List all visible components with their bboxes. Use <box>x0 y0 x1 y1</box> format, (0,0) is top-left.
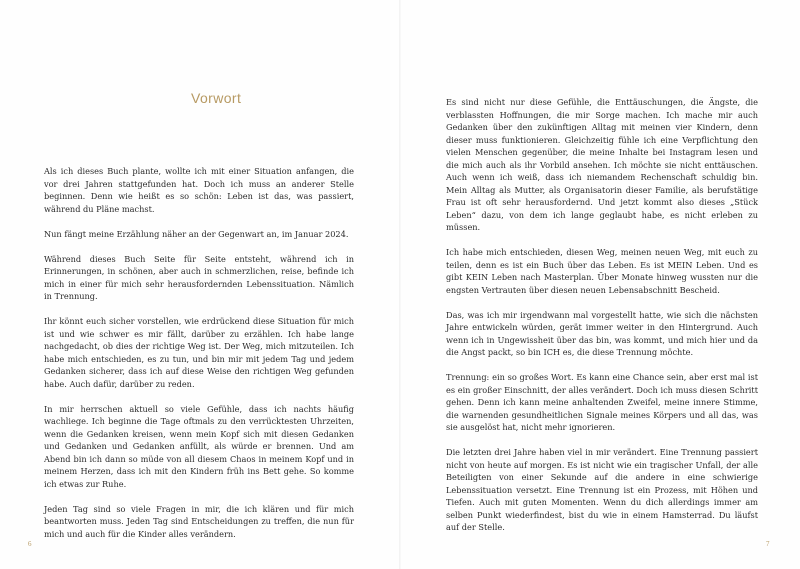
left-page-body <box>44 165 354 553</box>
paragraph: In mir herrschen aktuell so viele Gefühle, dass ich nachts häufig wachliege. Ich beginne die Tage oftmals zu den verrücktesten Uhrzeiten, wenn die Gedanken kreisen, wenn mein Kopf sich mit diesen Gedanken und Gedanken und Gedanken anfüllt, als würde er brennen. Und am Abend bin ich dann so müde von all diesem Chaos in meinem Kopf und in meinem Herzen, dass ich mit den Kindern früh ins Bett gehe. So komme ich etwas zur Ruhe. <box>44 403 354 489</box>
right-page <box>400 0 800 569</box>
paragraph: Als ich dieses Buch plante, wollte ich mit einer Situation anfangen, die vor drei Jahren stattgefunden hat. Doch ich muss an anderer Stelle beginnen. Denn wie heißt es so schön: Leben ist das, was passiert, während du Pläne machst. <box>44 166 354 214</box>
chapter-title: Vorwort <box>191 90 242 106</box>
paragraph: Ich habe mich entschieden, diesen Weg, meinen neuen Weg, mit euch zu teilen, denn es ist ein Buch über das Leben. Es ist MEIN Leben. Und es gibt KEIN Leben nach Masterplan. Über Monate hinweg wussten nur die engsten Vertrauten über diesen neuen Lebensabschnitt Bescheid. <box>446 247 758 295</box>
paragraph: Die letzten drei Jahre haben viel in mir verändert. Eine Trennung passiert nicht von heute auf morgen. Es ist nicht wie ein tragischer Unfall, der alle Beteiligten von einer Sekunde auf die andere in eine schwierige Lebenssituation versetzt. Eine Trennung ist ein Prozess, mit Höhen und Tiefen. Auch mit guten Momenten. Wenn du dich allerdings immer am selben Punkt wiederfindest, bist du wie in einem Hamsterrad. Du läufst auf der Stelle. <box>446 447 758 532</box>
paragraph: Jeden Tag sind so viele Fragen in mir, die ich klären und für mich beantworten muss. Jeden Tag sind Entscheidungen zu treffen, die nun für mich und auch für die Kinder alles verändern. <box>44 503 354 539</box>
paragraph: Trennung: ein so großes Wort. Es kann eine Chance sein, aber erst mal ist es ein großer Einschnitt, der alles verändert. Doch ich muss diesen Schritt gehen. Denn ich kann meine anhaltenden Zweifel, meine innere Stimme, die warnenden gesundheitlichen Signale meines Körpers und all das, was sie ausgelöst hat, nicht mehr ignorieren. <box>446 372 758 432</box>
paragraph: Während dieses Buch Seite für Seite entsteht, während ich in Erinnerungen, in schönen, aber auch in schmerzlichen, reise, befinde ich mich in einer für mich sehr herausfordernden Lebenssituation. Nämlich in Trennung. <box>44 253 354 301</box>
page-number-left: 6 <box>28 540 32 548</box>
paragraph: Das, was ich mir irgendwann mal vorgestellt hatte, wie sich die nächsten Jahre entwickeln würden, gerät immer weiter in den Hintergrund. Auch wenn ich in Ungewissheit über das bin, was kommt, und mich hier und da die Angst packt, so bin ICH es, die diese Trennung möchte. <box>446 309 758 357</box>
paragraph: Es sind nicht nur diese Gefühle, die Enttäuschungen, die Ängste, die verblassten Hoffnungen, die mir Sorge machen. Ich mache mir auch Gedanken über den zukünftigen Alltag mit meinen vier Kindern, denn dieser muss funktionieren. Gleichzeitig fühle ich eine Verpflichtung den vielen Menschen gegenüber, die meine Inhalte bei Instagram lesen und die mich auch als ihr Vorbild ansehen. Ich möchte sie nicht enttäuschen. Auch wenn ich weiß, dass ich niemandem Rechenschaft schuldig bin. Mein Alltag als Mutter, als Organisatorin dieser Familie, als berufstätige Frau ist oft sehr herausfordernd. Und jetzt kommt also dieses „Stück Leben“ dazu, von dem ich lange geglaubt habe, es nicht erleben zu müssen. <box>446 97 758 232</box>
paragraph: Nun fängt meine Erzählung näher an der Gegenwart an, im Januar 2024. <box>44 228 349 239</box>
page-number-right: 7 <box>766 540 770 548</box>
right-page-body <box>446 96 758 546</box>
paragraph: Ihr könnt euch sicher vorstellen, wie erdrückend diese Situation für mich ist und wie schwer es mir fällt, darüber zu erzählen. Ich habe lange nachgedacht, ob dies der richtige Weg ist. Der Weg, mich mitzuteilen. Ich habe mich entschieden, es zu tun, und bin mir mit jedem Tag und jedem Gedanken sicherer, dass ich auf diese Weise den richtigen Weg gefunden habe. Auch dafür, darüber zu reden. <box>44 316 354 389</box>
